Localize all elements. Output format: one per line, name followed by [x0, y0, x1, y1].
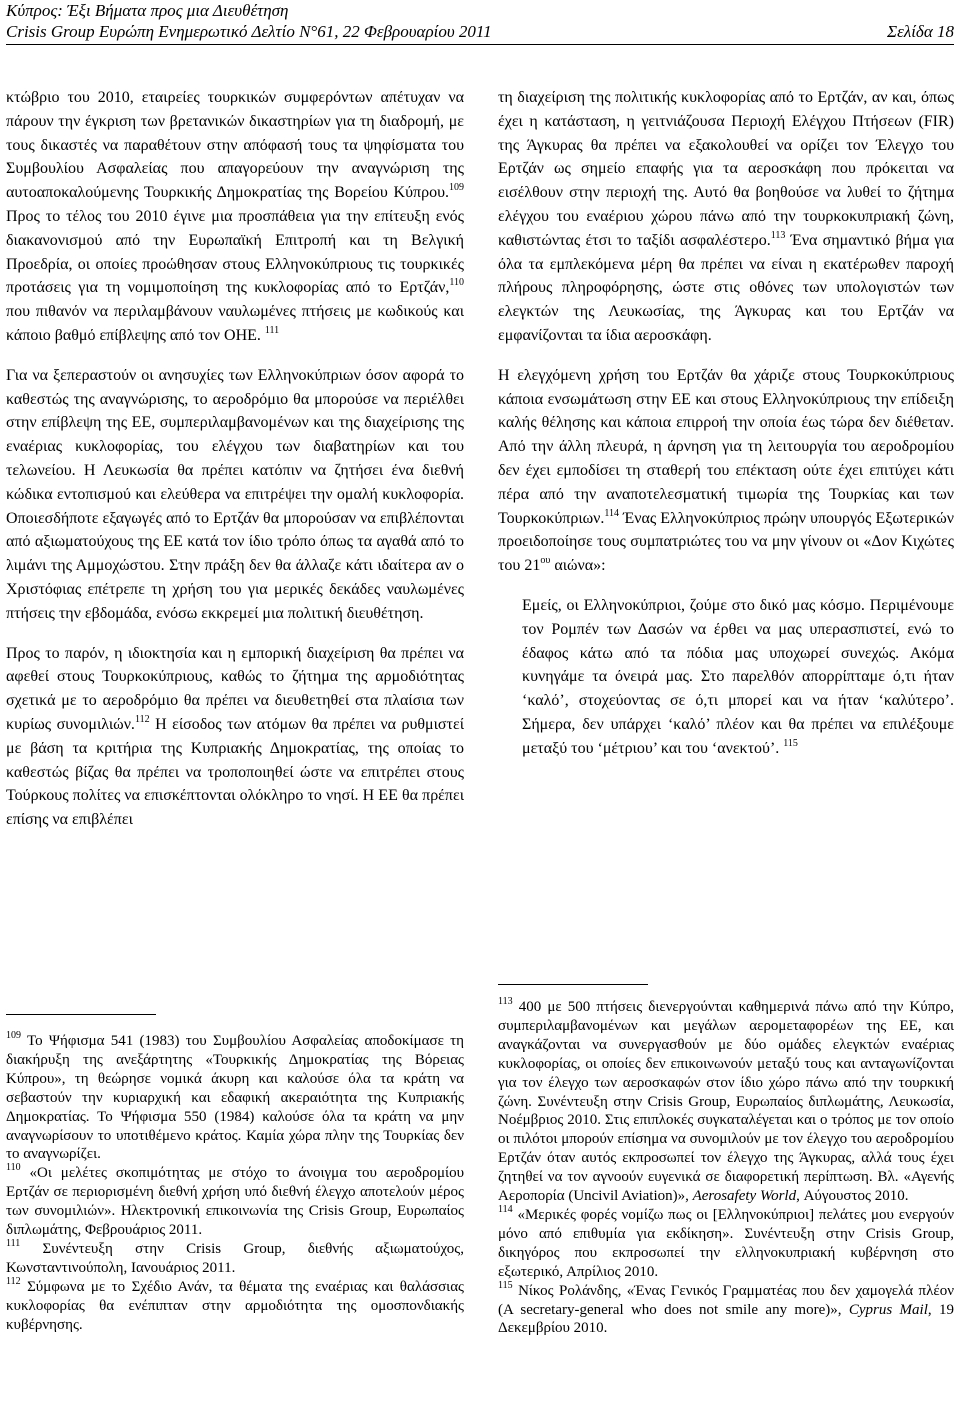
- header-divider: [6, 44, 954, 45]
- footnote-ref[interactable]: 111: [264, 324, 280, 336]
- footnote-number: 114: [498, 1203, 513, 1215]
- footnote-number: 115: [498, 1279, 513, 1291]
- footnote: $^{111}$ Συνέντευξη στην Crisis Group, διεθνής αξιωματούχος, Κωνσταντινούπολη, Ιανουάριος 2011.: [6, 1237, 464, 1276]
- block-quote: Εμείς, οι Ελληνοκύπριοι, ζούμε στο δικό μας κόσμο. Περιμένουμε τον Ρομπέν των Δασών να έρθει να μας υπερασπιστεί, ενώ το έδαφος κάτω από τα πόδια μας υποχωρεί συνεχώς. Ακόμα κυνηγάμε τα όνειρά μας. Στο παρελθόν απορρίπταμε ό,τι ήταν ‘καλό’, στοχεύοντας σε ό,τι μπορεί και να ήταν ‘καλύτερο’. Σήμερα, δεν υπάρχει ‘καλό’ πλέον και θα πρέπει να επιλέξουμε μεταξύ του ‘μέτριου’ και του ‘ανεκτού’. $^{115}$: [522, 596, 954, 757]
- footnote-ref[interactable]: 112: [134, 713, 150, 725]
- ordinal-suffix: ου: [540, 555, 551, 567]
- footnotes-right: [498, 998, 954, 1338]
- right-column: [498, 86, 954, 761]
- footnote: $^{112}$ Σύμφωνα με το Σχέδιο Ανάν, τα θέματα της εναέριας και θαλάσσιας κυκλοφορίας θα ενέπιπταν στην αρμοδιότητα της ομοσπονδιακής κυβέρνησης.: [6, 1275, 464, 1333]
- footnote-number: 112: [6, 1275, 21, 1287]
- paragraph: τη διαχείριση της πολιτικής κυκλοφορίας από το Ερτζάν, αν και, όπως έχει η κατάσταση, η γειτνιάζουσα Περιοχή Ελέγχου Πτήσεων (FIR) της Άγκυρας θα πρέπει να εξακολουθεί να ορίζει τον Έλεγχο του Ερτζάν ως σημείο επαφής για τα αεροσκάφη που πρόκειται να εισέλθουν στην περιοχή της. Αυτό θα βοηθούσε να λυθεί το ζήτημα ελέγχου του εναέριου χώρου πάνω από την τουρκοκυπριακή ζώνη, καθιστώντας έτσι το ταξίδι ασφαλέστερο.$^{113}$ Ένα σημαντικό βήμα για όλα τα εμπλεκόμενα μέρη θα πρέπει να είναι η εκατέρωθεν παροχή πλήρους πληροφόρησης, ώστε στις οθόνες των υπολογιστών των ελεγκτών της Λευκωσίας, της Άγκυρας και του Ερτζάν να εμφανίζονται τα ίδια αεροσκάφη.: [498, 89, 955, 344]
- footnote-ref[interactable]: 115: [783, 737, 798, 749]
- paragraph: Προς το παρόν, η ιδιοκτησία και η εμπορική διαχείριση θα πρέπει να αφεθεί στους Τουρκοκύπριους, καθώς το ζήτημα της αρμοδιότητας σχετικά με το αεροδρόμιο θα πρέπει να διευθετηθεί στα πλαίσια των κυρίως συνομιλιών.$^{112}$ Η είσοδος των ατόμων θα πρέπει να ρυθμιστεί με βάση τα κριτήρια της Κυπριακής Δημοκρατίας, της οποίας το καθεστώς βίζας θα πρέπει να τροποποιηθεί ώστε να επιτρέπει στους Τούρκους πολίτες να επισκέπτονται ολόκληρο το νησί. Η ΕΕ θα πρέπει επίσης να επιβλέπει: [6, 644, 465, 829]
- footnote-number: 113: [498, 996, 513, 1007]
- footnote-number: 111: [6, 1237, 21, 1249]
- footnote-ref[interactable]: 110: [449, 277, 464, 289]
- footnote-number: 110: [6, 1162, 21, 1174]
- report-title: Κύπρος: Έξι Βήματα προς μια Διευθέτηση: [6, 1, 289, 20]
- paragraph: Η ελεγχόμενη χρήση του Ερτζάν θα χάριζε στους Τουρκοκύπριους κάποια ενσωμάτωση στην ΕΕ και στους Ελληνοκύπριους την επίδειξη καλής θέλησης και κάποια επιρροή την οποία έως τώρα δεν διέθεταν. Από την άλλη πλευρά, η άρνηση για τη λειτουργία του αεροδρομίου δεν έχει εμποδίσει τη σταθερή του επέκταση ούτε έχει επιτύχει κάτι πέρα από την αναποτελεσματική τιμωρία της Τουρκίας και των Τουρκοκύπριων.$^{114}$ Ένας Ελληνοκύπριος πρώην υπουργός Εξωτερικών προειδοποίησε τους συμπατριώτες του να μην γίνουν οι «Δον Κιχώτες του $21^{o\upsilon}$ αιώνα»:: [498, 366, 954, 575]
- source-title: Aerosafety World: [692, 1188, 797, 1205]
- footnote: $^{113}$ 400 με 500 πτήσεις διενεργούνται καθημερινά πάνω από την Κύπρο, συμπεριλαμβανομένων και μεγάλων αερομεταφορέων της ΕΕ, και αναγκάζονται να συνεργασθούν με δύο ομάδες ελεγκτών εναέριας κυκλοφορίας, οι οποίες δεν επικοινωνούν μεταξύ τους και ανταγωνίζονται για τον έλεγχο των αεροσκαφών στον ίδιο χώρο πάνω από την τουρκική ζώνη. Συνέντευξη στην Crisis Group, Ευρωπαίος διπλωμάτης, Λευκωσία, Νοέμβριος 2010. Στις επιπλοκές συγκαταλέγεται και ο τρόπος με τον οποίο οι πιλότοι μπορούν επίσημα να συνομιλούν με τον έλεγχο του αεροδρομίου Ερτζάν όταν αυτός εκπροσωπεί τον έλεγχο της Άγκυρας, αλλά τους έχει ζητηθεί να τον αγνοούν ευγενικά σε διαφορετική περίπτωση. Βλ. «Αγενής Αεροπορία (Uncivil Aviation)», Aerosafety World, Αύγουστος 2010.: [498, 996, 954, 1205]
- footnote: $^{109}$ Το Ψήφισμα 541 (1983) του Συμβουλίου Ασφαλείας αποδοκίμασε τη διακήρυξη της ανεξάρτητης «Τουρκικής Δημοκρατίας της Βόρειας Κύπρου», τη θεώρησε νομικά άκυρη και καλούσε όλα τα κράτη να σεβαστούν την κυριαρχική και εδαφική ακεραιότητα της Κυπριακής Δημοκρατίας. Το Ψήφισμα 550 (1984) καλούσε όλα τα κράτη να μην αναγνωρίσουν το υποτιθέμενο κράτος. Καμία χώρα πλην της Τουρκίας δεν το αναγνωρίζει.: [6, 1030, 464, 1163]
- footnote: $^{114}$ «Μερικές φορές νομίζω πως οι [Ελληνοκύπριοι] πελάτες μου ενεργούν μόνο από επιθυμία για εκδίκηση». Συνέντευξη στην Crisis Group, δικηγόρος που εκπροσωπεί την ελληνοκυπριακή κυβέρνηση στο εξωτερικό, Απρίλιος 2010.: [498, 1203, 954, 1280]
- footnotes-left: [6, 1032, 464, 1335]
- footnote-number: 109: [6, 1030, 21, 1041]
- footnote: $^{110}$ «Οι μελέτες σκοπιμότητας με στόχο το άνοιγμα του αεροδρομίου Ερτζάν σε περιορισμένη διεθνή χρήση υπό διεθνή έλεγχο αποτελούν μέρος των συνομιλιών». Ηλεκτρονική επικοινωνία της Crisis Group, Ευρωπαίος διπλωμάτης, Φεβρουάριος 2011.: [6, 1162, 464, 1239]
- footnote-ref[interactable]: 109: [449, 182, 464, 194]
- left-column: [6, 86, 464, 848]
- paragraph: κτώβριο του 2010, εταιρείες τουρκικών συμφερόντων απέτυχαν να πάρουν την έγκριση των βρετανικών δικαστηρίων για τη διαδρομή, με τους δικαστές να παραθέτουν στην απόφασή τους τα ψηφίσματα του Συμβουλίου Ασφαλείας που απαγορεύουν την αναγνώριση της αυτοαποκαλούμενης Τουρκικής Δημοκρατίας της Βορείου Κύπρου.$^{109}$ Προς το τέλος του 2010 έγινε μια προσπάθεια για την επίτευξη ενός διακανονισμού από την Ευρωπαϊκή Επιτροπή και τη Βελγική Προεδρία, οι οποίες προώθησαν στους Ελληνοκύπριους τις τουρκικές προτάσεις για τη νομιμοποίηση της κυκλοφορίας από το Ερτζάν,$^{110}$ που πιθανόν να περιλαμβάνουν ναυλωμένες πτήσεις με κωδικούς και κάποιο βαθμό επίβλεψης από τον ΟΗΕ. $^{111}$: [6, 89, 464, 344]
- footnote-ref[interactable]: 113: [770, 229, 786, 241]
- footnote-ref[interactable]: 114: [604, 507, 620, 519]
- page-number: Σελίδα 18: [887, 22, 954, 41]
- paragraph: Για να ξεπεραστούν οι ανησυχίες των Ελληνοκύπριων όσον αφορά το καθεστώς της αναγνώρισης, το αεροδρόμιο θα μπορούσε να περιέλθει στην επίβλεψη της ΕΕ, συμπεριλαμβανομένων και της διαχείρισης της εναέριας κυκλοφορίας, του ελέγχου των διαβατηρίων και του τελωνείου. Η Λευκωσία θα πρέπει κατόπιν να ζητήσει ένα διεθνή κώδικα εντοπισμού και ελεύθερα να επιτρέψει την ομαλή κυκλοφορία. Οποιεσδήποτε εξαγωγές από το Ερτζάν θα μπορούσαν να επιβλέπονται από αξιωματούχους της ΕΕ κατά τον ίδιο τρόπο όπως τα αγαθά από το λιμάνι της Αμμοχώστου. Στην πράξη δεν θα άλλαζε κάτι ιδαίτερα αν ο Χριστόφιας επέτρεπε τη χρήση του για μερικές δεκάδες ναυλωμένες πτήσεις την εβδομάδα, ενόσω εκκρεμεί μια πολιτική διευθέτηση.: [6, 366, 464, 622]
- footnote-divider: [6, 1014, 156, 1015]
- report-subtitle: Crisis Group Ευρώπη Ενημερωτικό Δελτίο N°61, 22 Φεβρουαρίου 2011: [6, 22, 492, 41]
- source-title: Cyprus Mail: [848, 1301, 928, 1318]
- footnote-divider: [498, 984, 648, 985]
- footnote: $^{115}$ Νίκος Ρολάνδης, «Ένας Γενικός Γραμματέας που δεν χαμογελά πλέον (A secretary-general who does not smile any more)», Cyprus Mail, 19 Δεκεμβρίου 2010.: [498, 1279, 954, 1337]
- page-header: [6, 0, 954, 42]
